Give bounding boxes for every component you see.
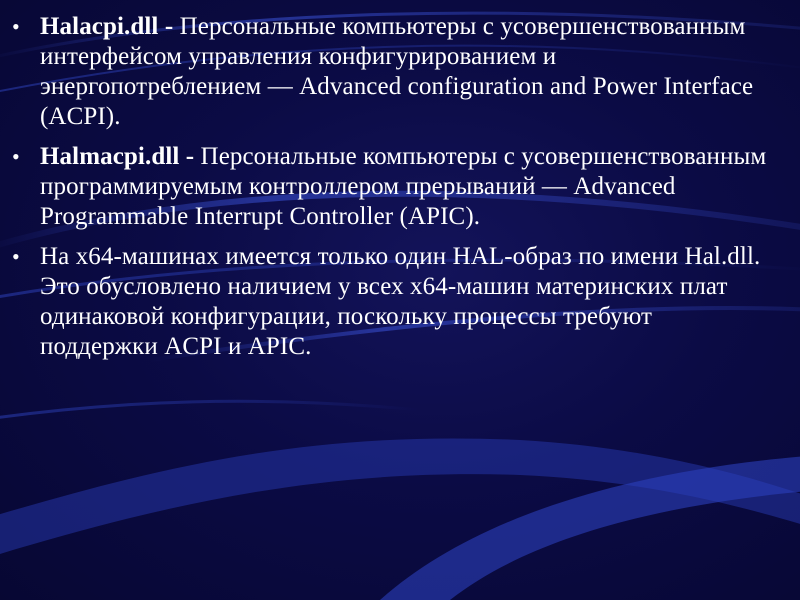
bullet-term: Halacpi.dll - [40, 13, 174, 40]
bullet-text: Персональные компьютеры с усовершенствованным программируемым контроллером прерываний — Advanced Programmable Interrupt Controller (APIC). [40, 143, 767, 230]
bullet-dot-icon: • [12, 14, 20, 39]
bullet-text: На x64-машинах имеется только один HAL-образ по имени Hal.dll. Это обусловлено наличием у всех x64-машин материнских плат одинаковой конфигурации, поскольку процессы требуют поддержки ACPI и APIC. [40, 243, 761, 360]
bullet-dot-icon: • [12, 244, 20, 269]
bullet-dot-icon: • [12, 144, 20, 169]
bullet-halmacpi [0, 142, 800, 232]
bullet-text: Персональные компьютеры с усовершенствованным интерфейсом управления конфигурированием и энергопотреблением — Advanced configuration and Power Interface (ACPI). [40, 13, 754, 130]
bullet-list [0, 12, 800, 362]
bullet-term: Halmacpi.dll - [40, 143, 195, 170]
bullet-halacpi [0, 12, 800, 132]
bullet-x64-hal [0, 242, 800, 362]
slide-content [0, 12, 800, 372]
